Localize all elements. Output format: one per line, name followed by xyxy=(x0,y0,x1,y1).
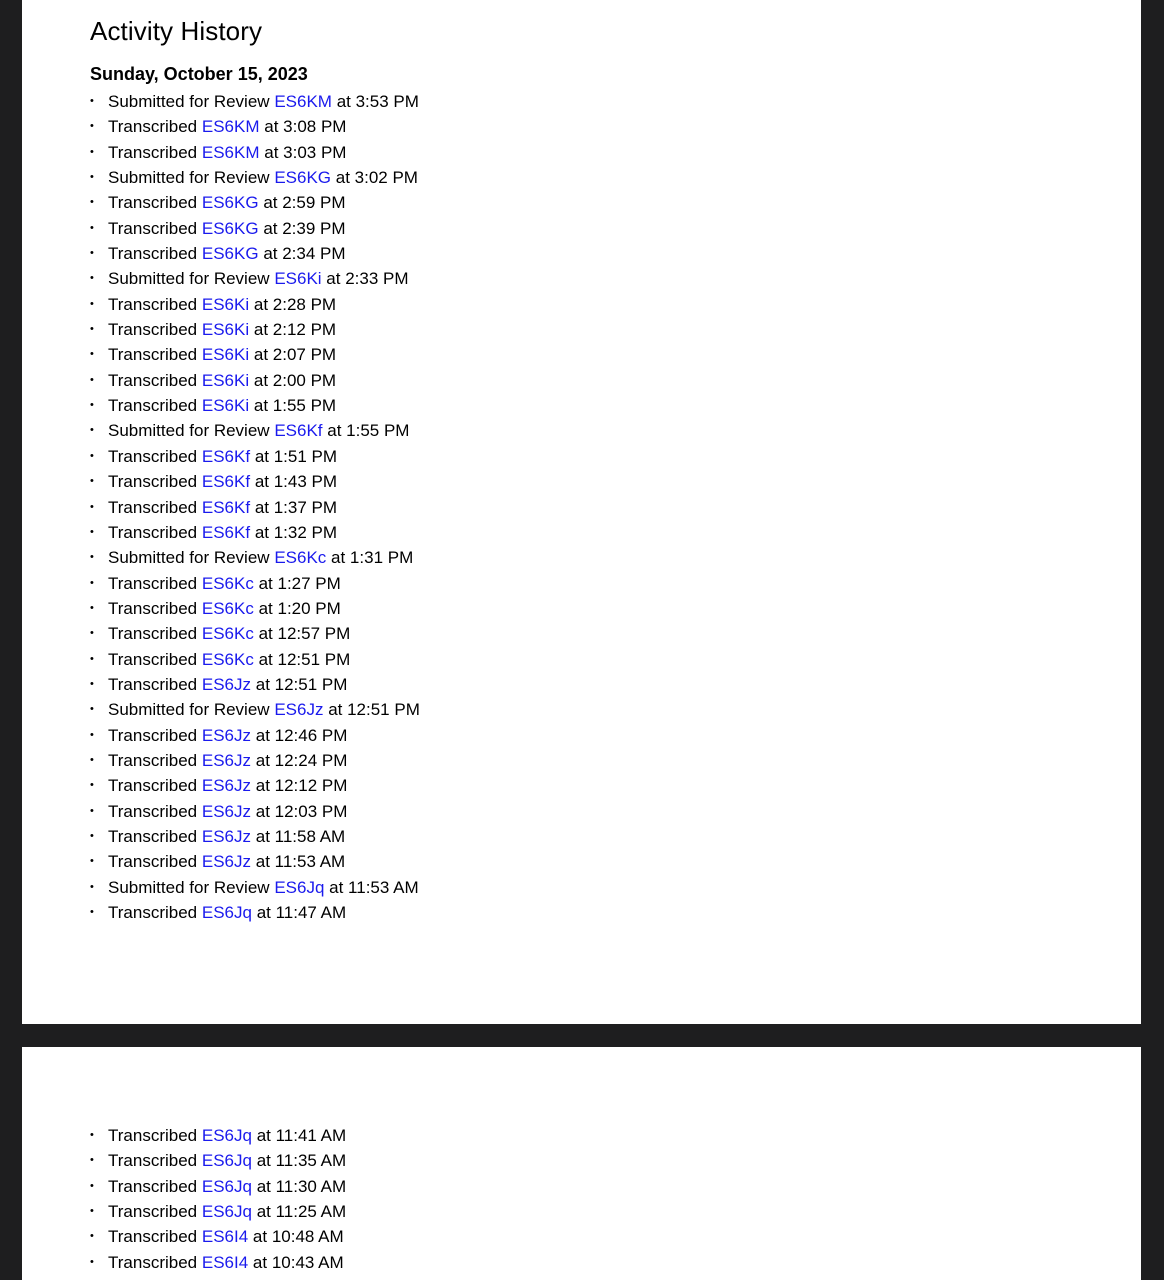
item-link[interactable]: ES6KG xyxy=(274,168,332,188)
item-link[interactable]: ES6Jz xyxy=(201,826,252,846)
activity-entry xyxy=(90,140,420,165)
activity-time: at 1:51 PM xyxy=(254,446,338,466)
activity-action: Submitted for Review xyxy=(108,421,270,441)
bullet-icon: • xyxy=(90,120,94,133)
bullet-icon: • xyxy=(90,601,94,614)
page-title: Activity History xyxy=(90,16,263,46)
activity-action: Transcribed xyxy=(108,396,198,416)
item-link[interactable]: ES6Jz xyxy=(201,674,252,694)
activity-entry xyxy=(90,1123,346,1148)
activity-entry xyxy=(90,1224,346,1249)
activity-time: at 2:33 PM xyxy=(326,269,409,289)
activity-action: Submitted for Review xyxy=(108,700,270,720)
activity-action: Transcribed xyxy=(108,497,198,517)
activity-entry xyxy=(90,1250,346,1275)
bullet-icon: • xyxy=(90,804,94,817)
activity-entry xyxy=(90,418,420,443)
activity-time: at 2:28 PM xyxy=(253,294,337,314)
activity-entry xyxy=(90,495,420,520)
activity-time: at 11:47 AM xyxy=(256,903,347,922)
bullet-icon: • xyxy=(90,171,94,184)
activity-action: Transcribed xyxy=(108,750,198,770)
activity-time: at 11:53 AM xyxy=(329,877,419,897)
activity-action: Transcribed xyxy=(108,1252,198,1272)
activity-entry xyxy=(90,520,420,545)
activity-entry xyxy=(90,596,420,621)
bullet-icon: • xyxy=(90,1255,94,1268)
activity-time: at 3:02 PM xyxy=(335,168,418,188)
activity-time: at 11:41 AM xyxy=(256,1126,347,1145)
bullet-icon: • xyxy=(90,753,94,766)
activity-entry xyxy=(90,89,420,114)
activity-action: Transcribed xyxy=(108,624,198,644)
activity-entry xyxy=(90,1148,346,1173)
activity-action: Transcribed xyxy=(108,142,198,162)
activity-entry xyxy=(90,190,420,215)
activity-action: Transcribed xyxy=(108,446,198,466)
activity-action: Transcribed xyxy=(108,244,198,264)
item-link[interactable]: ES6Kf xyxy=(201,446,251,466)
bullet-icon: • xyxy=(90,221,94,234)
activity-time: at 1:27 PM xyxy=(258,573,341,593)
bullet-icon: • xyxy=(90,145,94,158)
activity-action: Transcribed xyxy=(108,725,198,745)
activity-action: Transcribed xyxy=(108,1227,198,1247)
activity-time: at 12:46 PM xyxy=(255,725,348,745)
item-link[interactable]: ES6Kf xyxy=(201,497,251,517)
activity-time: at 3:08 PM xyxy=(264,117,347,137)
activity-entry xyxy=(90,799,420,824)
activity-entry xyxy=(90,241,420,266)
activity-time: at 12:51 PM xyxy=(258,649,351,669)
item-link[interactable]: ES6Ki xyxy=(201,345,250,365)
activity-entry xyxy=(90,317,420,342)
bullet-icon: • xyxy=(90,196,94,209)
activity-action: Transcribed xyxy=(108,1202,198,1222)
activity-action: Transcribed xyxy=(108,649,198,669)
bullet-icon: • xyxy=(90,703,94,716)
activity-time: at 12:51 PM xyxy=(328,700,420,720)
bullet-icon: • xyxy=(90,500,94,513)
activity-action: Transcribed xyxy=(108,776,198,796)
activity-entry xyxy=(90,266,420,291)
bullet-icon: • xyxy=(90,1129,94,1141)
activity-time: at 12:57 PM xyxy=(258,624,351,644)
item-link[interactable]: ES6KM xyxy=(201,117,260,137)
activity-action: Transcribed xyxy=(108,1151,198,1171)
activity-time: at 2:07 PM xyxy=(253,345,337,365)
activity-time: at 1:32 PM xyxy=(254,522,338,542)
bullet-icon: • xyxy=(90,525,94,538)
bullet-icon: • xyxy=(90,1179,94,1192)
activity-action: Submitted for Review xyxy=(108,877,270,897)
activity-action: Submitted for Review xyxy=(108,92,270,111)
activity-time: at 1:43 PM xyxy=(254,472,338,492)
bullet-icon: • xyxy=(90,348,94,361)
activity-time: at 12:24 PM xyxy=(255,750,348,770)
activity-action: Transcribed xyxy=(108,117,198,137)
activity-time: at 1:31 PM xyxy=(331,548,414,568)
activity-action: Transcribed xyxy=(108,320,198,340)
activity-action: Transcribed xyxy=(108,826,198,846)
item-link[interactable]: ES6Kc xyxy=(201,649,254,669)
item-link[interactable]: ES6Ki xyxy=(201,320,250,340)
activity-action: Transcribed xyxy=(108,852,198,872)
activity-time: at 3:03 PM xyxy=(264,142,347,162)
item-link[interactable]: ES6Kc xyxy=(201,573,254,593)
bullet-icon: • xyxy=(90,449,94,462)
item-link[interactable]: ES6KM xyxy=(274,92,332,111)
activity-entry xyxy=(90,216,420,241)
item-link[interactable]: ES6Jz xyxy=(201,776,252,796)
activity-action: Transcribed xyxy=(108,801,198,821)
activity-entry xyxy=(90,672,420,697)
activity-time: at 2:59 PM xyxy=(263,193,346,213)
activity-action: Transcribed xyxy=(108,370,198,390)
activity-entry xyxy=(90,697,420,722)
activity-entry xyxy=(90,393,420,418)
bullet-icon: • xyxy=(90,880,94,893)
item-link[interactable]: ES6Jz xyxy=(201,801,252,821)
activity-time: at 2:00 PM xyxy=(253,370,337,390)
activity-entry xyxy=(90,444,420,469)
activity-entry xyxy=(90,723,420,748)
activity-time: at 2:12 PM xyxy=(253,320,337,340)
bullet-icon: • xyxy=(90,1154,94,1167)
activity-time: at 1:20 PM xyxy=(258,598,341,618)
bullet-icon: • xyxy=(90,576,94,589)
item-link[interactable]: ES6Jq xyxy=(201,1126,252,1145)
bullet-icon: • xyxy=(90,1205,94,1218)
activity-entry xyxy=(90,621,420,646)
bullet-icon: • xyxy=(90,475,94,488)
activity-action: Submitted for Review xyxy=(108,269,270,289)
activity-action: Transcribed xyxy=(108,345,198,365)
activity-entry xyxy=(90,114,420,139)
activity-time: at 11:53 AM xyxy=(255,852,346,872)
activity-entry xyxy=(90,900,420,925)
activity-entry xyxy=(90,824,420,849)
activity-time: at 2:34 PM xyxy=(263,244,346,264)
activity-entry xyxy=(90,647,420,672)
bullet-icon: • xyxy=(90,272,94,285)
activity-action: Transcribed xyxy=(108,903,198,922)
activity-action: Transcribed xyxy=(108,472,198,492)
activity-entry xyxy=(90,849,420,874)
bullet-icon: • xyxy=(90,728,94,741)
activity-entry xyxy=(90,1174,346,1199)
activity-time: at 3:53 PM xyxy=(336,92,419,111)
item-link[interactable]: ES6Jq xyxy=(274,877,325,897)
activity-entry xyxy=(90,875,420,900)
activity-time: at 1:55 PM xyxy=(327,421,410,441)
item-link[interactable]: ES6Ki xyxy=(201,294,250,314)
item-link[interactable]: ES6Jq xyxy=(201,1176,252,1196)
activity-time: at 1:55 PM xyxy=(253,396,337,416)
activity-action: Transcribed xyxy=(108,218,198,238)
item-link[interactable]: ES6Kf xyxy=(201,472,251,492)
activity-time: at 12:12 PM xyxy=(255,776,348,796)
activity-entry xyxy=(90,1199,346,1224)
item-link[interactable]: ES6Jz xyxy=(201,750,252,770)
activity-entry xyxy=(90,342,420,367)
activity-time: at 11:25 AM xyxy=(256,1202,347,1222)
item-link[interactable]: ES6Jq xyxy=(201,1202,252,1222)
activity-action: Submitted for Review xyxy=(108,548,270,568)
activity-action: Transcribed xyxy=(108,1126,198,1145)
document-page-1 xyxy=(22,0,1141,1024)
bullet-icon: • xyxy=(90,247,94,260)
item-link[interactable]: ES6I4 xyxy=(201,1227,249,1247)
activity-action: Transcribed xyxy=(108,573,198,593)
bullet-icon: • xyxy=(90,424,94,437)
activity-action: Transcribed xyxy=(108,598,198,618)
activity-entry xyxy=(90,165,420,190)
bullet-icon: • xyxy=(90,551,94,564)
item-link[interactable]: ES6I4 xyxy=(201,1252,249,1272)
item-link[interactable]: ES6Ki xyxy=(274,269,322,289)
activity-action: Transcribed xyxy=(108,294,198,314)
item-link[interactable]: ES6Kc xyxy=(274,548,327,568)
item-link[interactable]: ES6Jq xyxy=(201,903,252,922)
bullet-icon: • xyxy=(90,652,94,665)
item-link[interactable]: ES6Kf xyxy=(274,421,323,441)
bullet-icon: • xyxy=(90,297,94,310)
activity-time: at 12:51 PM xyxy=(255,674,348,694)
activity-entry xyxy=(90,545,420,570)
activity-time: at 10:43 AM xyxy=(252,1252,344,1272)
activity-time: at 2:39 PM xyxy=(263,218,346,238)
item-link[interactable]: ES6Jz xyxy=(274,700,324,720)
document-page-2 xyxy=(22,1047,1141,1280)
bullet-icon: • xyxy=(90,829,94,842)
bullet-icon: • xyxy=(90,855,94,868)
item-link[interactable]: ES6Ki xyxy=(201,396,250,416)
item-link[interactable]: ES6Kf xyxy=(201,522,251,542)
item-link[interactable]: ES6Jz xyxy=(201,852,252,872)
bullet-icon: • xyxy=(90,373,94,386)
item-link[interactable]: ES6KM xyxy=(201,142,260,162)
bullet-icon: • xyxy=(90,95,94,107)
activity-action: Transcribed xyxy=(108,522,198,542)
activity-entry xyxy=(90,773,420,798)
bullet-icon: • xyxy=(90,677,94,690)
bullet-icon: • xyxy=(90,779,94,792)
activity-action: Transcribed xyxy=(108,193,198,213)
item-link[interactable]: ES6KG xyxy=(201,218,259,238)
activity-list-continued xyxy=(90,1123,346,1275)
item-link[interactable]: ES6Jq xyxy=(201,1151,252,1171)
activity-time: at 11:30 AM xyxy=(256,1176,347,1196)
bullet-icon: • xyxy=(90,627,94,640)
activity-action: Submitted for Review xyxy=(108,168,270,188)
activity-entry xyxy=(90,292,420,317)
item-link[interactable]: ES6KG xyxy=(201,244,259,264)
activity-time: at 11:35 AM xyxy=(256,1151,347,1171)
item-link[interactable]: ES6Ki xyxy=(201,370,250,390)
activity-entry xyxy=(90,368,420,393)
bullet-icon: • xyxy=(90,323,94,336)
activity-entry xyxy=(90,571,420,596)
activity-entry xyxy=(90,748,420,773)
bullet-icon: • xyxy=(90,906,94,918)
activity-time: at 12:03 PM xyxy=(255,801,348,821)
activity-time: at 1:37 PM xyxy=(254,497,338,517)
bullet-icon: • xyxy=(90,399,94,412)
date-heading: Sunday, October 15, 2023 xyxy=(90,64,308,84)
activity-time: at 11:58 AM xyxy=(255,826,346,846)
activity-list xyxy=(90,89,420,925)
activity-time: at 10:48 AM xyxy=(252,1227,344,1247)
item-link[interactable]: ES6Kc xyxy=(201,598,254,618)
activity-action: Transcribed xyxy=(108,1176,198,1196)
item-link[interactable]: ES6Kc xyxy=(201,624,254,644)
activity-entry xyxy=(90,469,420,494)
activity-action: Transcribed xyxy=(108,674,198,694)
item-link[interactable]: ES6Jz xyxy=(201,725,252,745)
bullet-icon: • xyxy=(90,1230,94,1243)
item-link[interactable]: ES6KG xyxy=(201,193,259,213)
